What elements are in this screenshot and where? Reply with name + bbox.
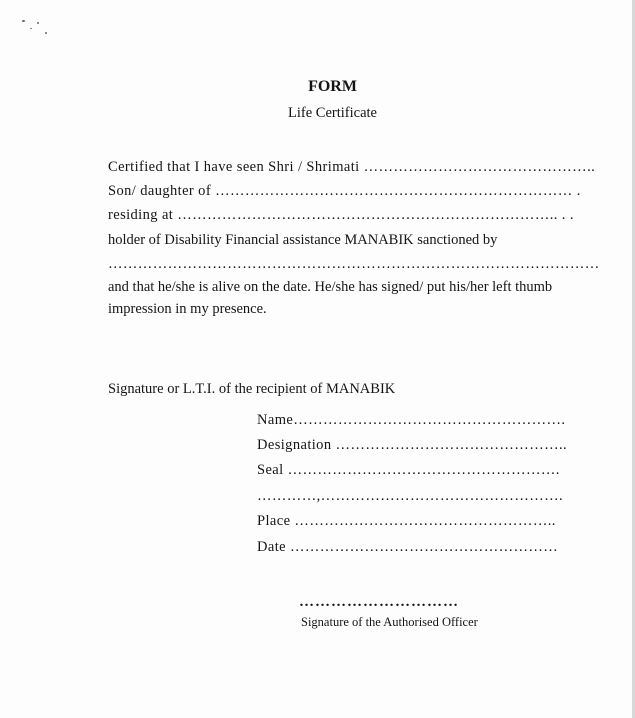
scan-speck (45, 32, 47, 34)
officer-designation-field: Designation ……………………………………….. (257, 437, 568, 453)
form-subtitle: Life Certificate (288, 105, 377, 121)
officer-signature-line: ………………………… (299, 594, 459, 610)
certified-line: Certified that I have seen Shri / Shrimati ……………………………………….. (108, 159, 596, 175)
holder-line: holder of Disability Financial assistance MANABIK sanctioned by (108, 232, 498, 248)
presence-line: impression in my presence. (108, 301, 267, 317)
officer-signature-label: Signature of the Authorised Officer (301, 615, 478, 629)
officer-extra-blank-field: …………,…………………………………………. (257, 488, 564, 504)
scan-speck (22, 20, 25, 22)
officer-place-field: Place …………………………………………….. (257, 513, 556, 529)
form-title: FORM (308, 78, 357, 95)
residing-line: residing at ………………………………………………………………….. . . (108, 207, 574, 223)
son-daughter-line: Son/ daughter of ……………………………………………………………… . (108, 183, 581, 199)
alive-statement-line: and that he/she is alive on the date. He/she has signed/ put his/her left thumb (108, 279, 553, 295)
recipient-signature-label: Signature or L.T.I. of the recipient of MANABIK (108, 381, 396, 397)
scan-speck (30, 28, 32, 29)
sanctioned-by-blank-line: ……………………………………………………………………………………… (108, 256, 600, 272)
officer-name-field: Name………………………………………………. (257, 412, 566, 428)
officer-seal-field: Seal ………………………………………………. (257, 462, 560, 478)
officer-date-field: Date ……………………………………………… (257, 539, 559, 555)
scan-speck (37, 22, 39, 24)
